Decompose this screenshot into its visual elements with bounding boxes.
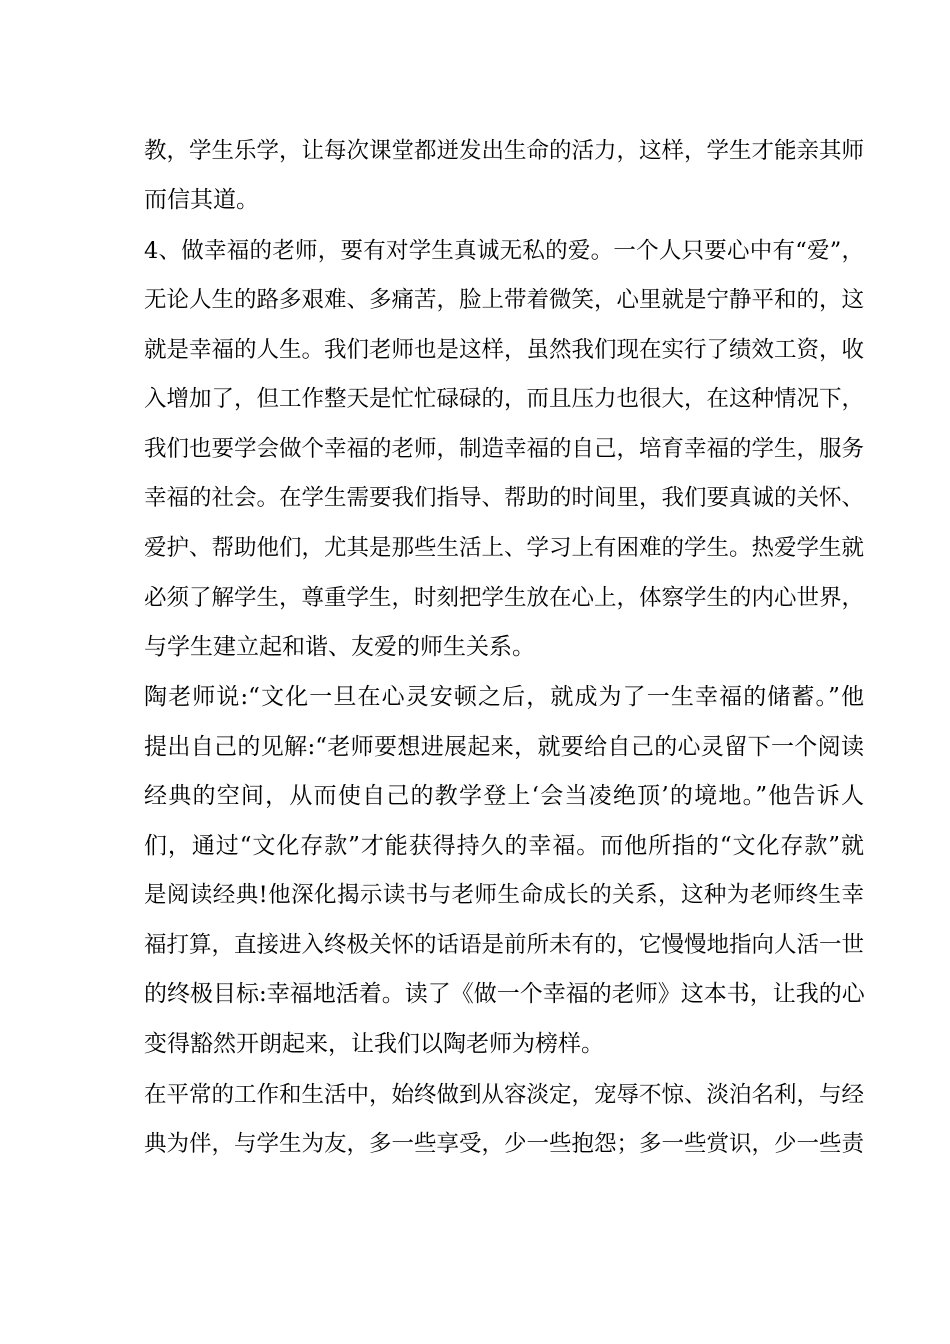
text-line: 入增加了，但工作整天是忙忙碌碌的，而且压力也很大，在这种情况下， [144,386,865,412]
text-line: 变得豁然开朗起来，让我们以陶老师为榜样。 [144,1031,604,1057]
text-line: 的终极目标:幸福地活着。读了《做一个幸福的老师》这本书，让我的心 [144,981,865,1007]
text-line: 4、做幸福的老师，要有对学生真诚无私的爱。一个人只要心中有“爱”， [144,238,864,264]
text-line: 与学生建立起和谐、友爱的师生关系。 [144,634,535,660]
text-line: 爱护、帮助他们，尤其是那些生活上、学习上有困难的学生。热爱学生就 [144,535,865,561]
text-line: 就是幸福的人生。我们老师也是这样，虽然我们现在实行了绩效工资，收 [144,337,865,363]
text-line: 陶老师说:“文化一旦在心灵安顿之后，就成为了一生幸福的储蓄。”他 [144,684,864,710]
text-line: 幸福的社会。在学生需要我们指导、帮助的时间里，我们要真诚的关怀、 [144,485,865,511]
text-line: 在平常的工作和生活中，始终做到从容淡定，宠辱不惊、淡泊名利，与经 [144,1082,865,1108]
text-line: 教，学生乐学，让每次课堂都迸发出生命的活力，这样，学生才能亲其师 [144,138,865,164]
text-line: 我们也要学会做个幸福的老师，制造幸福的自己，培育幸福的学生，服务 [144,436,865,462]
text-line: 典为伴，与学生为友，多一些享受，少一些抱怨；多一些赏识，少一些责 [144,1131,865,1157]
text-line: 们，通过“文化存款”才能获得持久的幸福。而他所指的“文化存款”就 [144,833,864,859]
text-line: 无论人生的路多艰难、多痛苦，脸上带着微笑，心里就是宁静平和的，这 [144,287,865,313]
text-line: 是阅读经典!他深化揭示读书与老师生命成长的关系，这种为老师终生幸 [144,882,864,908]
text-line: 经典的空间，从而使自己的教学登上‘会当凌绝顶’的境地。”他告诉人 [144,783,864,809]
text-line: 必须了解学生，尊重学生，时刻把学生放在心上，体察学生的内心世界， [144,585,865,611]
text-line: 提出自己的见解:“老师要想进展起来，就要给自己的心灵留下一个阅读 [144,734,864,760]
text-line: 而信其道。 [144,187,259,213]
text-line: 福打算，直接进入终极关怀的话语是前所未有的，它慢慢地指向人活一世 [144,932,865,958]
